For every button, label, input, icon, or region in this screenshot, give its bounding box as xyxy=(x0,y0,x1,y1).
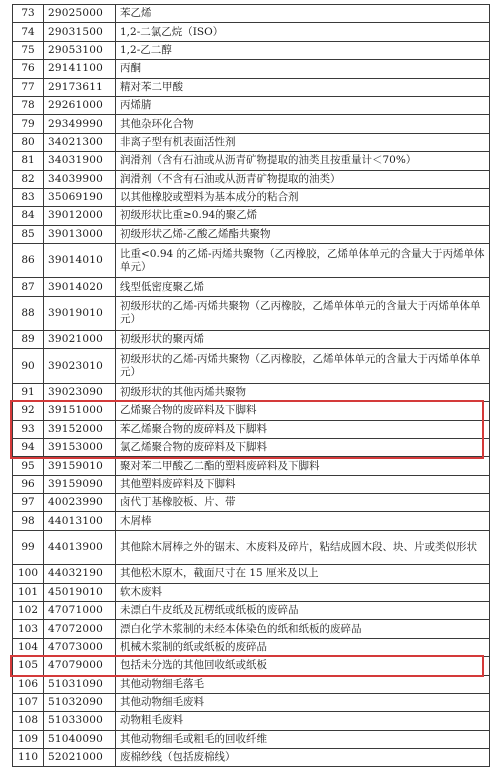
row-number-cell: 89 xyxy=(13,331,44,349)
row-number-cell: 106 xyxy=(13,675,44,693)
hs-code-cell: 39159090 xyxy=(44,475,116,493)
hs-code-cell: 45019010 xyxy=(44,583,116,601)
hs-code-cell: 39023090 xyxy=(44,383,116,401)
table-row xyxy=(13,457,490,475)
hs-code-cell: 44032190 xyxy=(44,565,116,583)
row-number-cell: 95 xyxy=(13,457,44,475)
hs-code-cell: 47072000 xyxy=(44,620,116,638)
row-number-cell: 108 xyxy=(13,712,44,730)
row-number-cell: 77 xyxy=(13,78,44,96)
description-cell: 其他松木原木，截面尺寸在 15 厘米及以上 xyxy=(116,565,490,583)
description-cell: 比重<0.94 的乙烯-丙烯共聚物（乙丙橡胶，乙烯单体单元的含量大于丙烯单体单元） xyxy=(116,244,490,278)
row-number-cell: 86 xyxy=(13,244,44,278)
hs-code-cell: 29141100 xyxy=(44,60,116,78)
description-cell: 初级形状比重≥0.94的聚乙烯 xyxy=(116,207,490,225)
description-cell: 动物粗毛废料 xyxy=(116,712,490,730)
table-row xyxy=(13,60,490,78)
hs-code-cell: 40023990 xyxy=(44,494,116,512)
description-cell: 润滑剂（不含有石油或从沥青矿物提取的油类） xyxy=(116,170,490,188)
row-number-cell: 97 xyxy=(13,494,44,512)
description-cell: 卤代丁基橡胶板、片、带 xyxy=(116,494,490,512)
description-cell: 初级形状的其他丙烯共聚物 xyxy=(116,383,490,401)
table-row xyxy=(13,225,490,243)
table-row xyxy=(13,675,490,693)
description-cell: 包括未分选的其他回收纸或纸板 xyxy=(116,657,490,675)
row-number-cell: 107 xyxy=(13,693,44,711)
table-row xyxy=(13,712,490,730)
table-row xyxy=(13,5,490,23)
row-number-cell: 80 xyxy=(13,133,44,151)
table-row xyxy=(13,170,490,188)
description-cell: 其他塑料废碎料及下脚料 xyxy=(116,475,490,493)
description-cell: 其他动物细毛或粗毛的回收纤维 xyxy=(116,730,490,748)
hs-code-cell: 34031900 xyxy=(44,152,116,170)
hs-code-cell: 39023010 xyxy=(44,349,116,383)
description-cell: 苯乙烯聚合物的废碎料及下脚料 xyxy=(116,420,490,438)
row-number-cell: 104 xyxy=(13,638,44,656)
table-row xyxy=(13,152,490,170)
hs-code-cell: 39012000 xyxy=(44,207,116,225)
row-number-cell: 103 xyxy=(13,620,44,638)
row-number-cell: 75 xyxy=(13,41,44,59)
table-row xyxy=(13,115,490,133)
table-row xyxy=(13,278,490,296)
table-row xyxy=(13,96,490,114)
description-cell: 初级形状的乙烯-丙烯共聚物（乙丙橡胶，乙烯单体单元的含量大于丙烯单体单元） xyxy=(116,349,490,383)
description-cell: 丙酮 xyxy=(116,60,490,78)
row-number-cell: 81 xyxy=(13,152,44,170)
document-page xyxy=(12,4,490,767)
table-row xyxy=(13,244,490,278)
description-cell: 其他杂环化合物 xyxy=(116,115,490,133)
row-number-cell: 98 xyxy=(13,512,44,530)
table-row xyxy=(13,730,490,748)
hs-code-cell: 29261000 xyxy=(44,96,116,114)
table-row xyxy=(13,494,490,512)
hs-code-cell: 34039900 xyxy=(44,170,116,188)
description-cell: 初级形状的聚丙烯 xyxy=(116,331,490,349)
row-number-cell: 82 xyxy=(13,170,44,188)
row-number-cell: 90 xyxy=(13,349,44,383)
table-row xyxy=(13,383,490,401)
row-number-cell: 93 xyxy=(13,420,44,438)
table-row xyxy=(13,475,490,493)
description-cell: 废棉纱线（包括废棉线） xyxy=(116,749,490,767)
description-cell: 聚对苯二甲酸乙二酯的塑料废碎料及下脚料 xyxy=(116,457,490,475)
description-cell: 精对苯二甲酸 xyxy=(116,78,490,96)
table-row xyxy=(13,638,490,656)
table-row xyxy=(13,657,490,675)
hs-code-cell: 52021000 xyxy=(44,749,116,767)
table-row xyxy=(13,438,490,456)
description-cell: 润滑剂（含有石油或从沥青矿物提取的油类且按重量计＜70%） xyxy=(116,152,490,170)
table-row xyxy=(13,78,490,96)
row-number-cell: 88 xyxy=(13,296,44,330)
table-row xyxy=(13,565,490,583)
row-number-cell: 105 xyxy=(13,657,44,675)
table-row xyxy=(13,512,490,530)
row-number-cell: 84 xyxy=(13,207,44,225)
row-number-cell: 79 xyxy=(13,115,44,133)
description-cell: 机械木浆制的纸或纸板的废碎品 xyxy=(116,638,490,656)
table-row xyxy=(13,530,490,564)
tariff-code-table xyxy=(12,4,490,767)
hs-code-cell: 51031090 xyxy=(44,675,116,693)
hs-code-cell: 35069190 xyxy=(44,188,116,206)
description-cell: 其他动物细毛废料 xyxy=(116,693,490,711)
description-cell: 软木废料 xyxy=(116,583,490,601)
table-row xyxy=(13,402,490,420)
description-cell: 氯乙烯聚合物的废碎料及下脚料 xyxy=(116,438,490,456)
hs-code-cell: 39151000 xyxy=(44,402,116,420)
row-number-cell: 73 xyxy=(13,5,44,23)
table-row xyxy=(13,749,490,767)
table-row xyxy=(13,420,490,438)
description-cell: 1,2-乙二醇 xyxy=(116,41,490,59)
description-cell: 未漂白牛皮纸及瓦楞纸或纸板的废碎品 xyxy=(116,601,490,619)
hs-code-cell: 29173611 xyxy=(44,78,116,96)
row-number-cell: 100 xyxy=(13,565,44,583)
description-cell: 乙烯聚合物的废碎料及下脚料 xyxy=(116,402,490,420)
hs-code-cell: 39014020 xyxy=(44,278,116,296)
hs-code-cell: 29025000 xyxy=(44,5,116,23)
row-number-cell: 85 xyxy=(13,225,44,243)
row-number-cell: 78 xyxy=(13,96,44,114)
hs-code-cell: 51033000 xyxy=(44,712,116,730)
table-row xyxy=(13,583,490,601)
description-cell: 其他除木屑棒之外的锯末、木废料及碎片，粘结成圆木段、块、片或类似形状 xyxy=(116,530,490,564)
row-number-cell: 83 xyxy=(13,188,44,206)
description-cell: 1,2-二氯乙烷（ISO） xyxy=(116,23,490,41)
hs-code-cell: 44013100 xyxy=(44,512,116,530)
table-row xyxy=(13,296,490,330)
table-row xyxy=(13,23,490,41)
row-number-cell: 94 xyxy=(13,438,44,456)
row-number-cell: 102 xyxy=(13,601,44,619)
hs-code-cell: 39021000 xyxy=(44,331,116,349)
table-row xyxy=(13,349,490,383)
hs-code-cell: 51032090 xyxy=(44,693,116,711)
hs-code-cell: 51040090 xyxy=(44,730,116,748)
row-number-cell: 101 xyxy=(13,583,44,601)
hs-code-cell: 47079000 xyxy=(44,657,116,675)
description-cell: 初级形状的乙烯-丙烯共聚物（乙丙橡胶，乙烯单体单元的含量大于丙烯单体单元） xyxy=(116,296,490,330)
table-row xyxy=(13,601,490,619)
hs-code-cell: 39014010 xyxy=(44,244,116,278)
row-number-cell: 74 xyxy=(13,23,44,41)
row-number-cell: 76 xyxy=(13,60,44,78)
table-row xyxy=(13,41,490,59)
table-row xyxy=(13,207,490,225)
hs-code-cell: 34021300 xyxy=(44,133,116,151)
description-cell: 其他动物细毛落毛 xyxy=(116,675,490,693)
description-cell: 线型低密度聚乙烯 xyxy=(116,278,490,296)
description-cell: 苯乙烯 xyxy=(116,5,490,23)
description-cell: 以其他橡胶或塑料为基本成分的粘合剂 xyxy=(116,188,490,206)
table-row xyxy=(13,620,490,638)
hs-code-cell: 39019010 xyxy=(44,296,116,330)
hs-code-cell: 47073000 xyxy=(44,638,116,656)
row-number-cell: 109 xyxy=(13,730,44,748)
description-cell: 漂白化学木浆制的未经本体染色的纸和纸板的废碎品 xyxy=(116,620,490,638)
row-number-cell: 96 xyxy=(13,475,44,493)
description-cell: 非离子型有机表面活性剂 xyxy=(116,133,490,151)
description-cell: 初级形状乙烯-乙酸乙烯酯共聚物 xyxy=(116,225,490,243)
hs-code-cell: 47071000 xyxy=(44,601,116,619)
table-body xyxy=(13,5,490,767)
table-row xyxy=(13,331,490,349)
hs-code-cell: 29031500 xyxy=(44,23,116,41)
hs-code-cell: 29053100 xyxy=(44,41,116,59)
row-number-cell: 87 xyxy=(13,278,44,296)
row-number-cell: 91 xyxy=(13,383,44,401)
table-row xyxy=(13,693,490,711)
table-row xyxy=(13,133,490,151)
hs-code-cell: 39159010 xyxy=(44,457,116,475)
row-number-cell: 99 xyxy=(13,530,44,564)
hs-code-cell: 44013900 xyxy=(44,530,116,564)
hs-code-cell: 39153000 xyxy=(44,438,116,456)
description-cell: 丙烯腈 xyxy=(116,96,490,114)
hs-code-cell: 29349990 xyxy=(44,115,116,133)
row-number-cell: 110 xyxy=(13,749,44,767)
row-number-cell: 92 xyxy=(13,402,44,420)
hs-code-cell: 39013000 xyxy=(44,225,116,243)
table-row xyxy=(13,188,490,206)
hs-code-cell: 39152000 xyxy=(44,420,116,438)
description-cell: 木屑棒 xyxy=(116,512,490,530)
